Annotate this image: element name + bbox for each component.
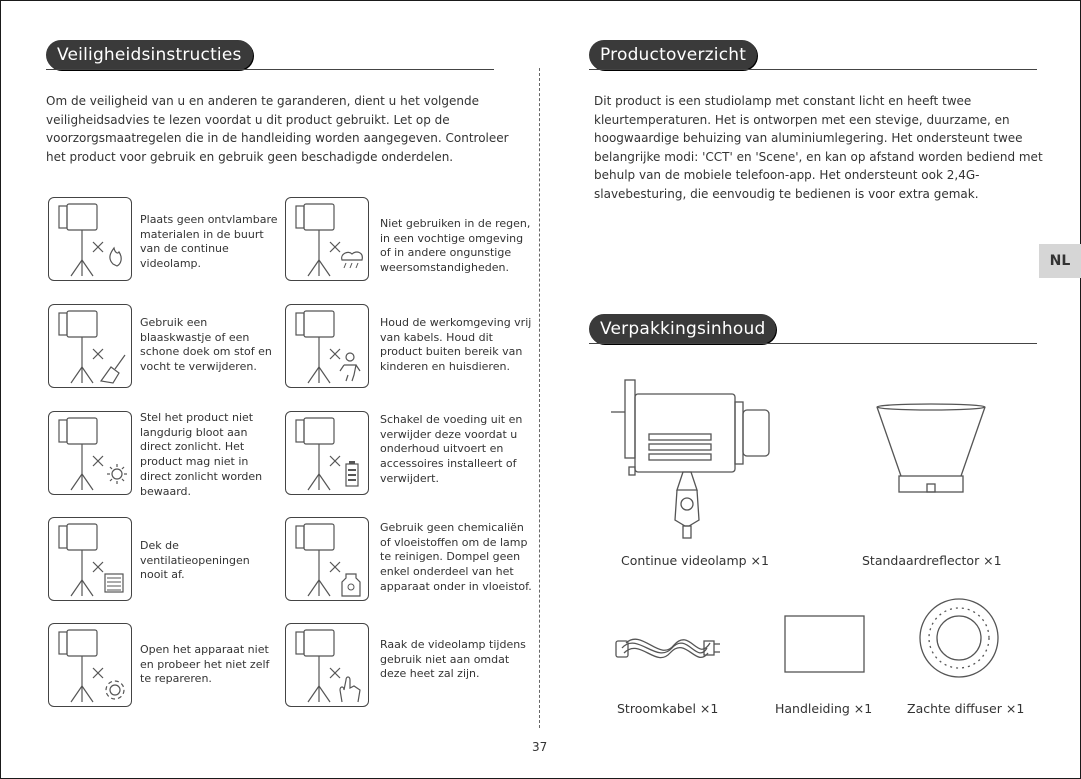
package-item-soft-diffuser: Zachte diffuser ×1: [907, 701, 1025, 716]
safety-title-rule: [46, 69, 494, 70]
instruction-text: Gebruik een blaaskwastje of een schone doek om stof en vocht te verwijderen.: [140, 316, 272, 374]
package-item-reflector: Standaardreflector ×1: [862, 553, 1002, 568]
child-icon: [340, 353, 360, 381]
vent-icon: [105, 574, 123, 592]
instruction-illustration: [48, 304, 132, 388]
column-divider: [539, 68, 540, 728]
package-item-power-cable: Stroomkabel ×1: [617, 701, 719, 716]
overview-title-rule: [589, 69, 1037, 70]
instruction-text: Schakel de voeding uit en verwijder deze voordat u onderhoud uitvoert en accessoires installeert of verwijdert.: [380, 413, 523, 485]
package-item-manual: Handleiding ×1: [775, 701, 873, 716]
package-item-video-lamp: Continue videolamp ×1: [621, 553, 769, 568]
reflector-icon: [875, 402, 987, 498]
instruction-text: Stel het product niet langdurig bloot aan direct zonlicht. Het product mag niet in direct zonlicht worden bewaard.: [140, 411, 263, 498]
manual-icon: [784, 615, 866, 675]
instruction-text: Dek de ventilatieopeningen nooit af.: [140, 539, 250, 582]
instruction-text: Gebruik geen chemicaliën of vloeistoffen om de lamp te reinigen. Dompel geen enkel onderdeel van het apparaat onder in vloeistof.: [380, 521, 532, 593]
rain-cloud-icon: [342, 252, 363, 268]
hand-touch-icon: [340, 677, 360, 702]
battery-icon: [346, 461, 358, 486]
instruction-illustration: [285, 623, 369, 707]
brush-icon: [101, 355, 125, 383]
instruction-text: Houd de werkomgeving vrij van kabels. Houd dit product buiten bereik van kinderen en huisdieren.: [380, 316, 532, 374]
sun-icon: [107, 464, 127, 484]
page-number: 37: [532, 740, 548, 754]
instruction-text: Raak de videolamp tijdens gebruik niet aan omdat deze heet zal zijn.: [380, 638, 526, 681]
gear-icon: [106, 681, 124, 699]
instruction-illustration: [285, 411, 369, 495]
package-title: Verpakkingsinhoud: [589, 314, 776, 344]
instruction-text: Plaats geen ontvlambare materialen in de buurt van de continue videolamp.: [140, 213, 278, 271]
safety-title: Veiligheidsinstructies: [46, 40, 253, 70]
instruction-text: Niet gebruiken in de regen, in een vochtige omgeving of in andere ongunstige weersomstandigheden.: [380, 217, 531, 275]
soft-diffuser-icon: [918, 597, 1000, 679]
package-title-rule: [589, 343, 1037, 344]
instruction-illustration: [285, 517, 369, 601]
instruction-illustration: [285, 197, 369, 281]
overview-text: Dit product is een studiolamp met constant licht en heeft twee kleurtemperaturen. Het is ontworpen met een stevige, duurzame, en hoogwaardige behuizing van aluminiumlegering. Het ondersteunt twee belangrijke modi: 'CCT' en 'Scene', en kan op afstand worden bediend met behulp van de mobiele telefoon-app. Het ondersteunt ook 2,4G-slavebesturing, die eenvoudig te bedienen is voor extra gemak.: [594, 94, 1043, 201]
overview-title: Productoverzicht: [589, 40, 757, 70]
instruction-text: Open het apparaat niet en probeer het niet zelf te repareren.: [140, 643, 270, 686]
instruction-illustration: [285, 304, 369, 388]
power-cable-icon: [612, 623, 722, 673]
language-tab: NL: [1039, 244, 1081, 278]
safety-intro: Om de veiligheid van u en anderen te garanderen, dient u het volgende veiligheidsadvies te lezen voordat u dit product gebruikt. Let op de voorzorgsmaatregelen die in de handleiding worden aangegeven. Controleer het product voor gebruik en gebruik geen beschadigde onderdelen.: [46, 94, 509, 164]
flame-icon: [110, 248, 121, 266]
instruction-illustration: [48, 623, 132, 707]
instruction-illustration: [48, 517, 132, 601]
instruction-illustration: [48, 411, 132, 495]
instruction-illustration: [48, 197, 132, 281]
chemical-bottle-icon: [342, 574, 360, 596]
video-lamp-icon: [605, 372, 775, 547]
